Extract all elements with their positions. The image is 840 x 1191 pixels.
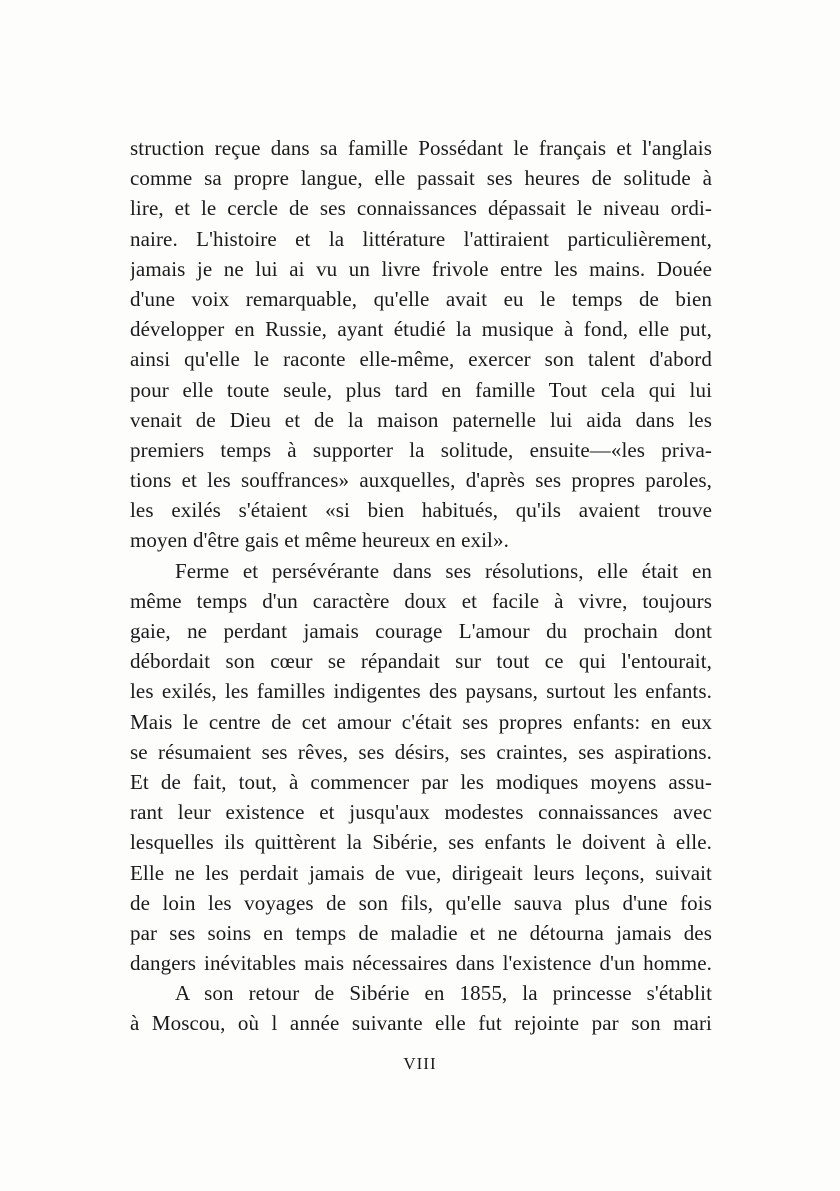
text-line: ainsi qu'elle le raconte elle-même, exercer son talent d'abord (130, 347, 712, 372)
text-line: moyen d'être gais et même heureux en exil». (130, 528, 509, 553)
text-line: lesquelles ils quittèrent la Sibérie, ses enfants le doivent à elle. (130, 830, 712, 855)
text-line: débordait son cœur se répandait sur tout ce qui l'entourait, (130, 649, 712, 674)
text-line: Et de fait, tout, à commencer par les modiques moyens assu- (130, 769, 712, 794)
text-line: même temps d'un caractère doux et facile à vivre, toujours (130, 588, 712, 613)
text-line: A son retour de Sibérie en 1855, la princesse s'établit (175, 981, 712, 1006)
text-line: tions et les souffrances» auxquelles, d'après ses propres paroles, (130, 468, 712, 493)
body-text (130, 133, 712, 1039)
text-line: développer en Russie, ayant étudié la musique à fond, elle put, (130, 317, 712, 342)
text-line: dangers inévitables mais nécessaires dans l'existence d'un homme. (130, 951, 712, 976)
text-line: à Moscou, où l année suivante elle fut rejointe par son mari (130, 1011, 712, 1036)
text-line: comme sa propre langue, elle passait ses heures de solitude à (130, 166, 712, 191)
text-line: Mais le centre de cet amour c'était ses propres enfants: en eux (130, 709, 712, 734)
text-line: premiers temps à supporter la solitude, ensuite—«les priva- (130, 437, 712, 462)
text-line: pour elle toute seule, plus tard en famille Tout cela qui lui (130, 377, 712, 402)
text-line: jamais je ne lui ai vu un livre frivole entre les mains. Douée (130, 256, 712, 281)
text-line: venait de Dieu et de la maison paternelle lui aida dans les (130, 407, 712, 432)
text-line: d'une voix remarquable, qu'elle avait eu le temps de bien (130, 286, 712, 311)
page-number: VIII (403, 1054, 437, 1073)
text-line: naire. L'histoire et la littérature l'attiraient particulièrement, (130, 226, 712, 251)
text-line: Ferme et persévérante dans ses résolutions, elle était en (175, 558, 712, 583)
text-line: par ses soins en temps de maladie et ne détourna jamais des (130, 920, 712, 945)
text-line: lire, et le cercle de ses connaissances dépassait le niveau ordi- (130, 196, 712, 221)
text-line: gaie, ne perdant jamais courage L'amour du prochain dont (130, 619, 712, 643)
text-line: struction reçue dans sa famille Possédant le français et l'anglais (130, 136, 712, 160)
text-line: Elle ne les perdait jamais de vue, dirigeait leurs leçons, suivait (130, 860, 712, 885)
text-line: rant leur existence et jusqu'aux modestes connaissances avec (130, 800, 712, 825)
text-line: les exilés s'étaient «si bien habitués, qu'ils avaient trouve (130, 498, 712, 523)
text-line: les exilés, les familles indigentes des paysans, surtout les enfants. (130, 679, 712, 704)
text-line: se résumaient ses rêves, ses désirs, ses craintes, ses aspirations. (130, 739, 712, 764)
text-line: de loin les voyages de son fils, qu'elle sauva plus d'une fois (130, 890, 712, 915)
